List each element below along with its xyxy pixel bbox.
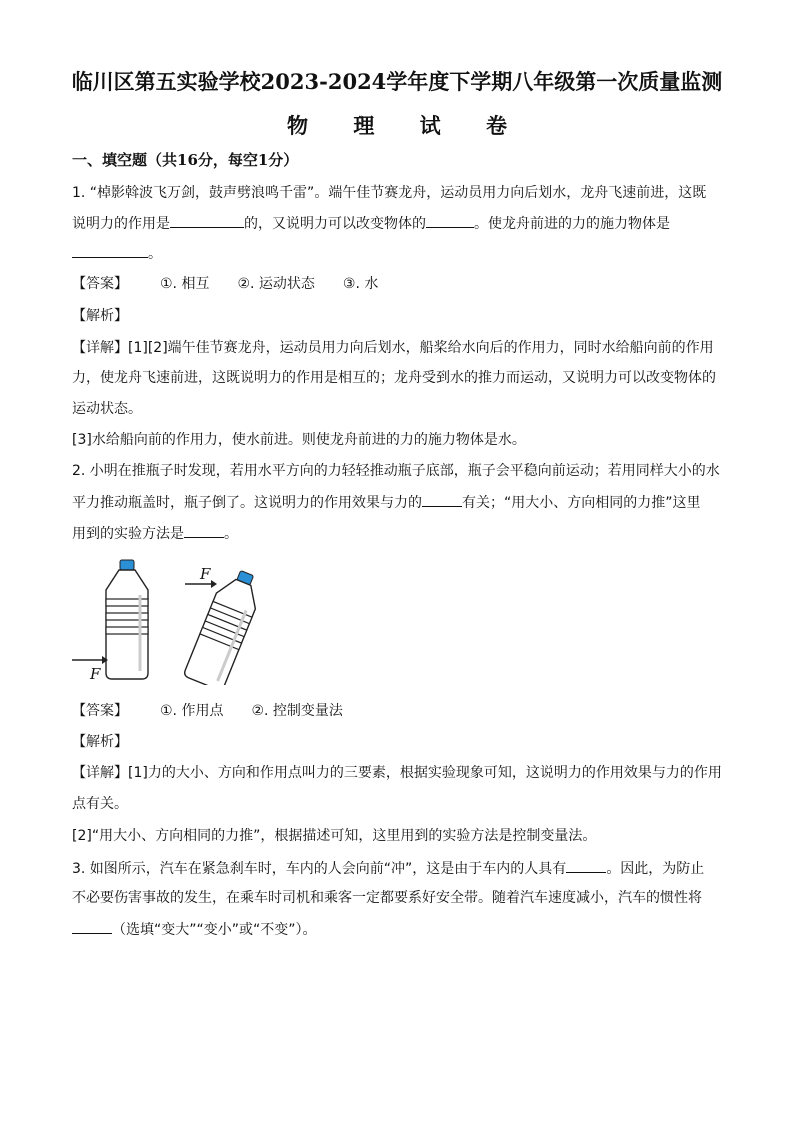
detail-line: 点有关。	[72, 796, 128, 812]
analysis-tag: 【解析】	[72, 308, 128, 324]
q3-line2: 不必要伤害事故的发生，在乘车时司机和乘客一定都要系好安全带。随着汽车速度减小，汽车的惯性将	[72, 890, 702, 906]
force-label: F	[90, 665, 101, 683]
q3-line1	[72, 858, 704, 879]
detail-line: 【详解】[1]力的大小、方向和作用点叫力的三要素，根据实验现象可知，这说明力的作用效果与力的作用	[72, 765, 722, 781]
answer-blank	[426, 213, 474, 228]
q1-text-end: 。	[148, 246, 162, 262]
q1-line3	[72, 243, 162, 264]
q3-text-b: 。因此，为防止	[606, 861, 705, 877]
q3-text-end: （选填“变大”“变小”或“不变”）。	[112, 922, 317, 938]
answer-row-2	[72, 701, 371, 721]
analysis-tag: 【解析】	[72, 734, 128, 750]
answer-blank	[422, 492, 462, 507]
section-heading: 一、填空题（共16分，每空1分）	[72, 151, 299, 169]
q3-text-a: 3. 如图所示，汽车在紧急刹车时，车内的人会向前“冲”，这是由于车内的人具有	[72, 861, 567, 877]
q1-text-a: 说明力的作用是	[72, 216, 170, 232]
q1-text-c: 。使龙舟前进的力的施力物体是	[474, 216, 670, 232]
answer-item: ①. 作用点	[160, 703, 224, 719]
answer-tag: 【答案】	[72, 276, 128, 292]
q2-line2	[72, 492, 701, 513]
exam-title: 临川区第五实验学校2023-2024学年度下学期八年级第一次质量监测	[71, 69, 723, 94]
q2-text-a: 用到的实验方法是	[72, 526, 184, 542]
force-label: F	[200, 565, 211, 583]
answer-blank	[72, 919, 112, 934]
detail-line: 力，使龙舟飞速前进，这既说明力的作用是相互的；龙舟受到水的推力而运动，又说明力可以改变物体的	[72, 370, 716, 386]
q2-text-b: 有关；“用大小、方向相同的力推”这里	[462, 495, 701, 511]
answer-blank	[184, 523, 224, 538]
upright-bottle	[106, 560, 148, 679]
q1-text-b: 的，又说明力可以改变物体的	[244, 216, 426, 232]
detail-line: [3]水给船向前的作用力，使水前进。则使龙舟前进的力的施力物体是水。	[72, 432, 526, 448]
answer-item: ②. 运动状态	[237, 276, 315, 292]
q2-line1: 2. 小明在推瓶子时发现，若用水平方向的力轻轻推动瓶子底部，瓶子会平稳向前运动；若用同样大小的水	[72, 463, 720, 479]
exam-subtitle: 物 理 试 卷	[287, 113, 507, 138]
q1-line1: 1. “棹影斡波飞万剑，鼓声劈浪鸣千雷”。端午佳节赛龙舟，运动员用力向后划水，龙舟飞速前进，这既	[72, 185, 707, 201]
q1-line2	[72, 213, 670, 234]
bottle-push-figure	[70, 555, 290, 685]
answer-tag: 【答案】	[72, 703, 128, 719]
answer-item: ②. 控制变量法	[251, 703, 343, 719]
detail-line: [2]“用大小、方向相同的力推”，根据描述可知，这里用到的实验方法是控制变量法。	[72, 828, 597, 844]
answer-row-1	[72, 274, 406, 294]
answer-item: ①. 相互	[160, 276, 210, 292]
q2-text-a: 平力推动瓶盖时，瓶子倒了。这说明力的作用效果与力的	[72, 495, 422, 511]
q2-text-b: 。	[224, 526, 238, 542]
detail-line: 【详解】[1][2]端午佳节赛龙舟，运动员用力向后划水，船桨给水向后的作用力，同时水给船向前的作用	[72, 340, 714, 356]
q2-line3	[72, 523, 238, 544]
answer-blank	[170, 213, 244, 228]
detail-line: 运动状态。	[72, 401, 142, 417]
tilted-bottle	[183, 565, 267, 685]
q3-line3	[72, 919, 317, 940]
answer-blank	[72, 243, 148, 258]
answer-blank	[566, 858, 606, 873]
answer-item: ③. 水	[342, 276, 379, 292]
